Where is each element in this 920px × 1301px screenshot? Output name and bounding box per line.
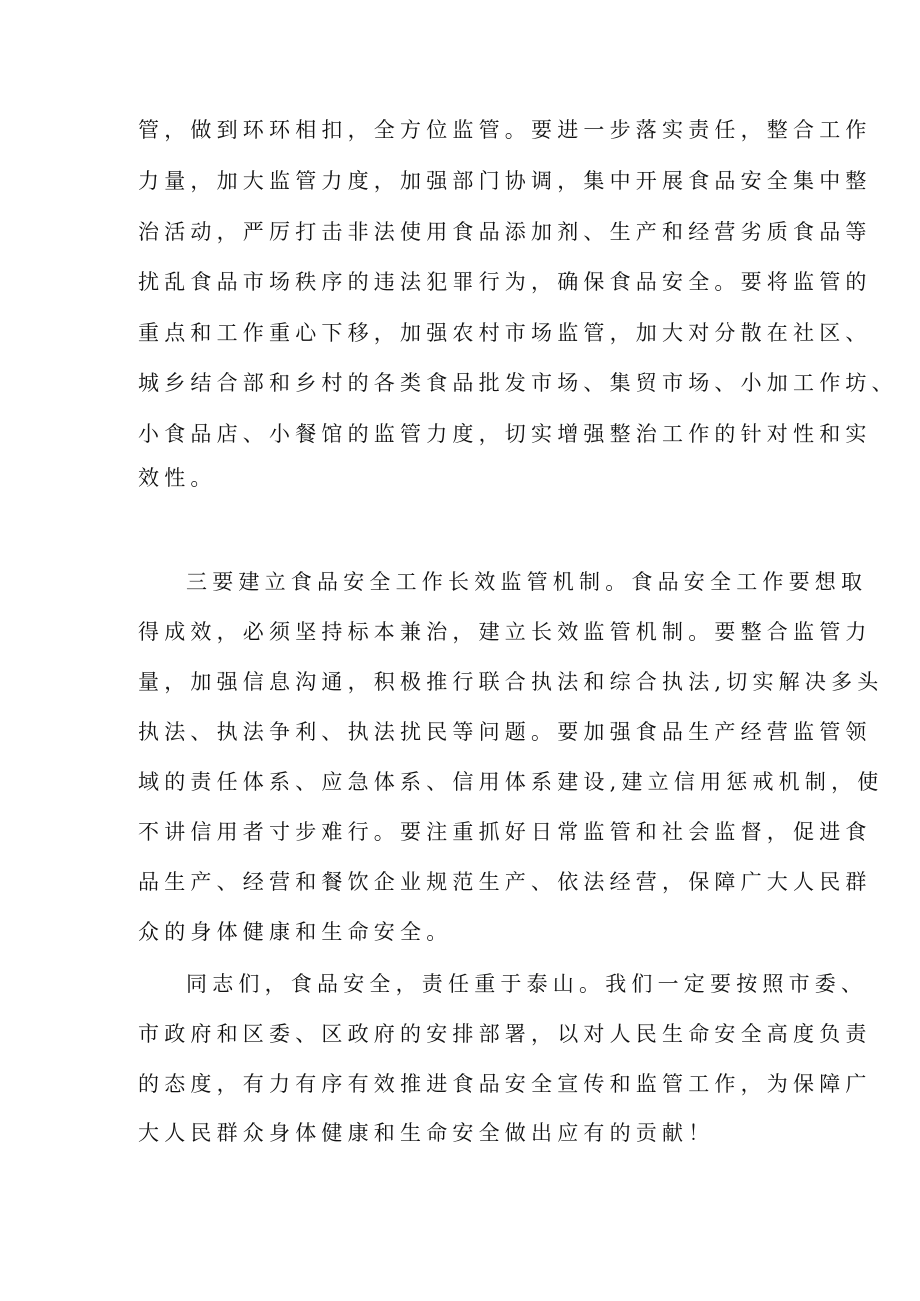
paragraph-1-line-5: 重点和工作重心下移，加强农村市场监管，加大对分散在社区、 bbox=[138, 321, 872, 345]
paragraph-2-line-3: 量，加强信息沟通，积极推行联合执法和综合执法,切实解决多头 bbox=[138, 670, 884, 694]
paragraph-3-line-4: 大人民群众身体健康和生命安全做出应有的贡献！ bbox=[138, 1121, 715, 1145]
paragraph-2-line-1: 三要建立食品安全工作长效监管机制。食品安全工作要想取 bbox=[186, 570, 868, 594]
paragraph-2-line-6: 不讲信用者寸步难行。要注重抓好日常监管和社会监督，促进食 bbox=[138, 820, 872, 844]
paragraph-2-line-2: 得成效，必须坚持标本兼治，建立长效监管机制。要整合监管力 bbox=[138, 620, 872, 644]
paragraph-1-line-4: 扰乱食品市场秩序的违法犯罪行为，确保食品安全。要将监管的 bbox=[138, 270, 872, 294]
paragraph-3-line-3: 的态度，有力有序有效推进食品安全宣传和监管工作，为保障广 bbox=[138, 1072, 872, 1096]
paragraph-3-line-1: 同志们，食品安全，责任重于泰山。我们一定要按照市委、 bbox=[186, 972, 868, 996]
paragraph-2-line-8: 众的身体健康和生命安全。 bbox=[138, 920, 453, 944]
paragraph-2-line-5: 域的责任体系、应急体系、信用体系建设,建立信用惩戒机制，使 bbox=[138, 770, 884, 794]
paragraph-2-line-7: 品生产、经营和餐饮企业规范生产、依法经营，保障广大人民群 bbox=[138, 870, 872, 894]
paragraph-1-line-3: 治活动，严厉打击非法使用食品添加剂、生产和经营劣质食品等 bbox=[138, 220, 872, 244]
paragraph-2-line-4: 执法、执法争利、执法扰民等问题。要加强食品生产经营监管领 bbox=[138, 720, 872, 744]
paragraph-1-line-2: 力量，加大监管力度，加强部门协调，集中开展食品安全集中整 bbox=[138, 169, 872, 193]
paragraph-1-line-6: 城乡结合部和乡村的各类食品批发市场、集贸市场、小加工作坊、 bbox=[138, 371, 898, 395]
paragraph-1-line-8: 效性。 bbox=[138, 466, 217, 490]
paragraph-3-line-2: 市政府和区委、区政府的安排部署，以对人民生命安全高度负责 bbox=[138, 1022, 872, 1046]
paragraph-1-line-7: 小食品店、小餐馆的监管力度，切实增强整治工作的针对性和实 bbox=[138, 422, 872, 446]
paragraph-1-line-1: 管，做到环环相扣，全方位监管。要进一步落实责任，整合工作 bbox=[138, 118, 872, 142]
